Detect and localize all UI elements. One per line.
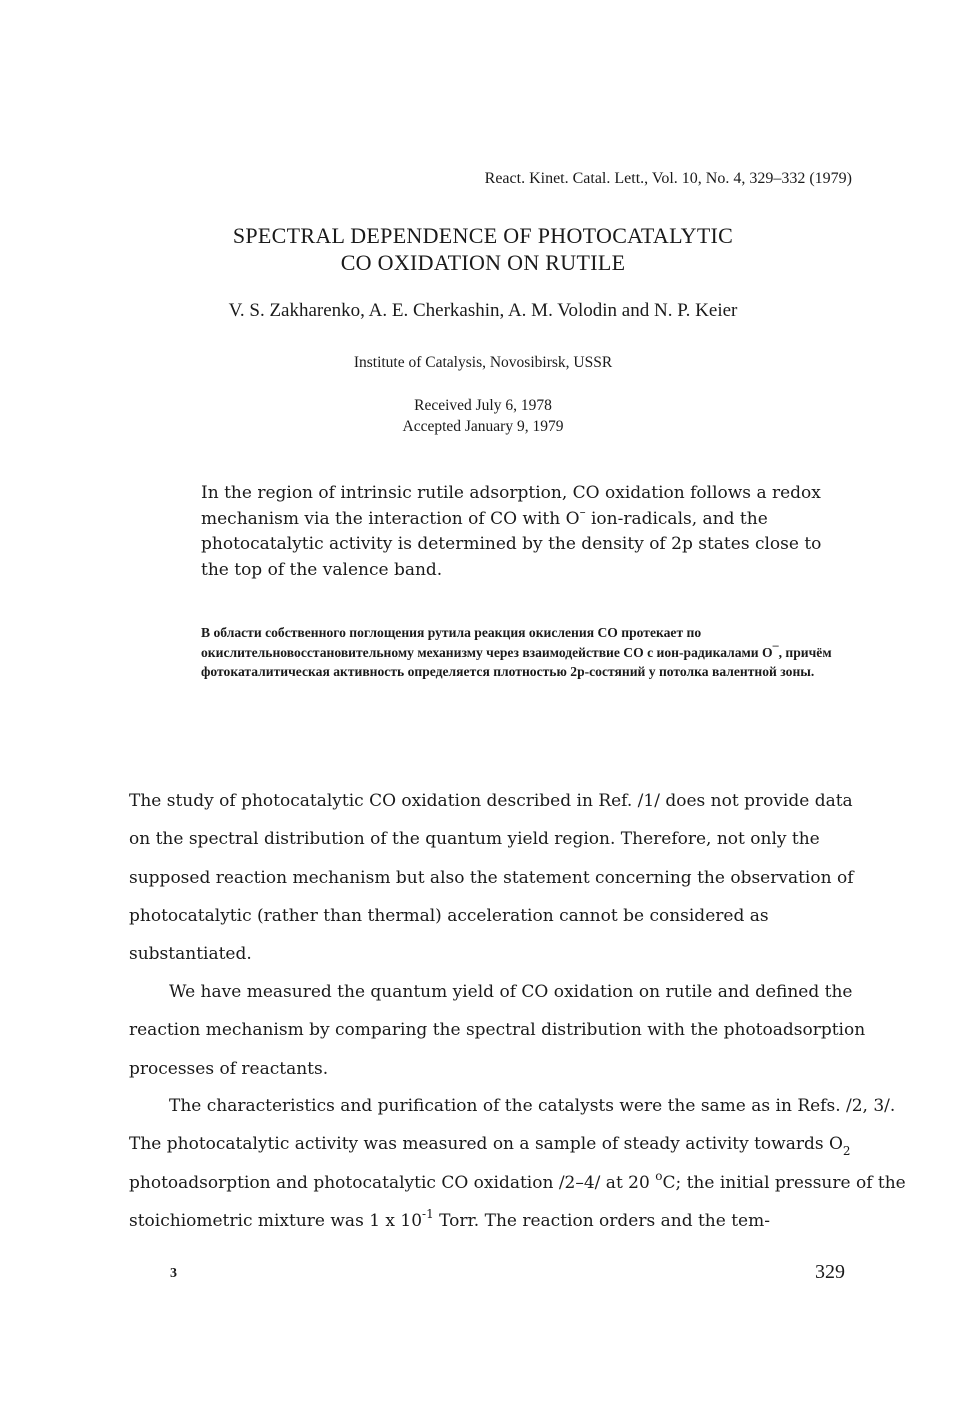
p3-subscript-o2: 2 [842, 1144, 851, 1159]
p3-text-4: Torr. The reaction orders and the tem- [433, 1210, 770, 1231]
received-date: Received July 6, 1978 [414, 397, 552, 414]
affiliation: Institute of Catalysis, Novosibirsk, USSR [353, 354, 613, 371]
abstract-ru-text-b: , причём фотокаталитическая активность определяется плотностью 2p-состяний у потолка валентной зоны. [201, 644, 832, 679]
abstract-english [201, 481, 851, 583]
p3-superscript-degree: o [655, 1168, 663, 1183]
abstract-russian [201, 623, 891, 682]
abstract-ru-superscript: – [772, 637, 779, 652]
journal-citation: React. Kinet. Catal. Lett., Vol. 10, No. 4, 329–332 (1979) [484, 170, 852, 187]
accepted-date: Accepted January 9, 1979 [402, 418, 564, 435]
p3-text-3: C; the initial pressure of the stoichiometric mixture was 1 x 10 [129, 1172, 906, 1231]
p3-text-1: The characteristics and purification of the catalysts were the same as in Refs. /2, 3/. The photocatalytic activity was measured on a sample of steady activity towards O [129, 1096, 896, 1155]
paper-title [0, 222, 966, 276]
body-paragraph-1: The study of photocatalytic CO oxidation described in Ref. /1/ does not provide data on the spectral distribution of the quantum yield region. Therefore, not only the supposed reaction mechanism but also the statement concerning the observation of photocatalytic (rather than thermal) acceleration cannot be considered as substantiated. [129, 791, 854, 965]
page-number: 329 [815, 1261, 845, 1283]
p3-superscript-exponent: -1 [422, 1206, 434, 1221]
footer-signature-mark: 3 [170, 1266, 177, 1281]
body-paragraph-3 [129, 1087, 919, 1240]
title-line-2: CO OXIDATION ON RUTILE [340, 250, 626, 275]
dates-block [0, 395, 966, 437]
body-paragraph-2: We have measured the quantum yield of CO oxidation on rutile and defined the reaction mechanism by comparing the spectral distribution with the photoadsorption processes of reactants. [129, 982, 866, 1079]
title-line-1: SPECTRAL DEPENDENCE OF PHOTOCATALYTIC [232, 223, 734, 248]
abstract-en-text-b: ion-radicals, and the photocatalytic activity is determined by the density of 2p states close to the top of the valence band. [201, 508, 822, 580]
abstract-en-text-a: In the region of intrinsic rutile adsorption, CO oxidation follows a redox mechanism via the interaction of CO with O [201, 483, 821, 529]
authors: V. S. Zakharenko, A. E. Cherkashin, A. M. Volodin and N. P. Keier [228, 300, 738, 321]
p3-text-2: photoadsorption and photocatalytic CO oxidation /2–4/ at 20 [129, 1172, 656, 1193]
abstract-en-superscript: – [579, 504, 586, 519]
abstract-ru-text-a: В области собственного поглощения рутила реакция окисления CO протекает по окислительновосстановительному механизму через взаимодействие CO с ион-радикалами O [201, 625, 773, 660]
